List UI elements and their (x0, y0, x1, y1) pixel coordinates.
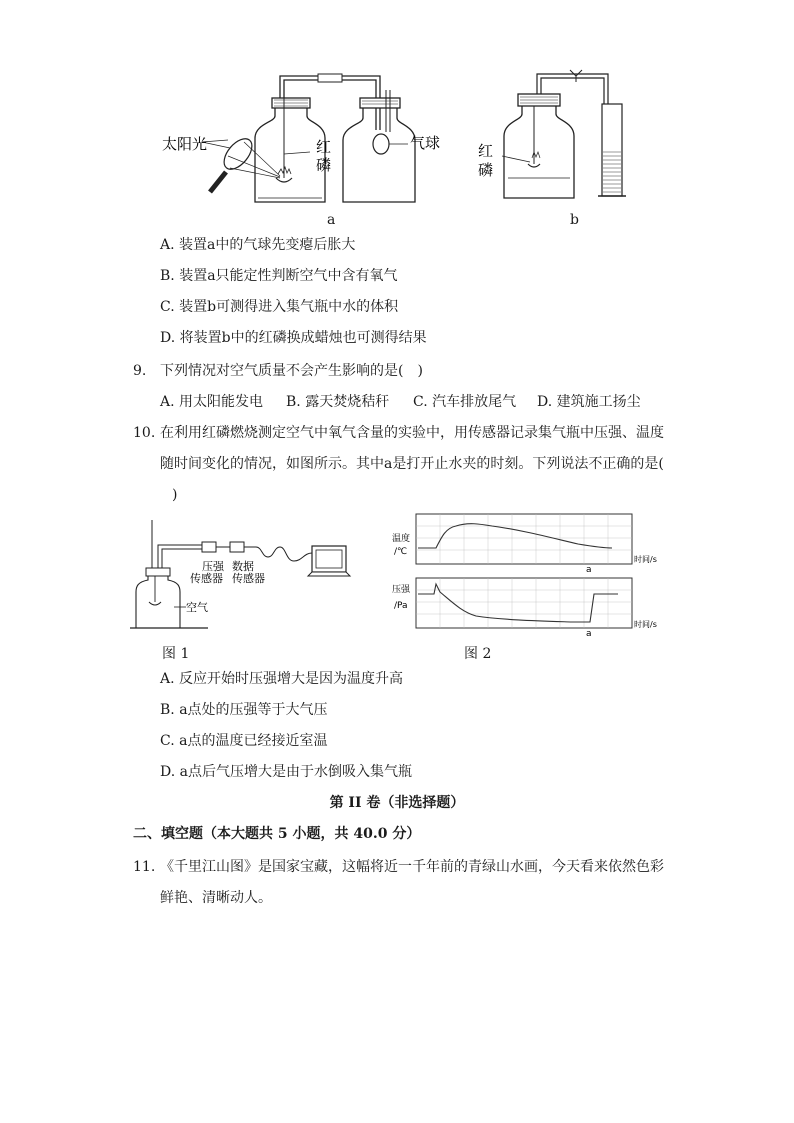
q10-option-d: D. a点后气压增大是由于水倒吸入集气瓶 (160, 764, 412, 780)
q9-stem: 下列情况对空气质量不会产生影响的是( ) (160, 363, 423, 379)
q10-figure-2 (392, 508, 672, 642)
phosphorus-label-b2: 磷 (478, 161, 494, 179)
figure-a (150, 70, 460, 230)
q9-number: 9. (133, 363, 147, 379)
figure-a-caption: a (327, 212, 336, 228)
q11-line2: 鲜艳、清晰动人。 (160, 890, 272, 906)
temp-axis-label-1: 温度 (392, 534, 411, 544)
figure-b (472, 60, 632, 210)
phosphorus-label-a2: 磷 (316, 156, 332, 174)
q9-option-d: D. 建筑施工扬尘 (537, 394, 641, 410)
q9-option-c: C. 汽车排放尾气 (413, 394, 517, 410)
temp-axis-label-2: /℃ (394, 547, 408, 557)
q10-figure-1 (130, 518, 360, 634)
q8-option-b: B. 装置a只能定性判断空气中含有氧气 (160, 268, 398, 284)
q10-number: 10. (133, 425, 156, 441)
data-sensor-label-1: 数据 (232, 560, 254, 573)
data-sensor-label-2: 传感器 (232, 572, 265, 585)
q9-option-b: B. 露天焚烧秸秆 (286, 394, 390, 410)
q10-option-b: B. a点处的压强等于大气压 (160, 702, 328, 718)
q10-figure-2-caption: 图 2 (464, 646, 492, 662)
q10-figure-1-caption: 图 1 (162, 646, 190, 662)
q11-number: 11. (133, 859, 156, 875)
q11-line1: 《千里江山图》是国家宝藏，这幅将近一千年前的青绿山水画，今天看来依然色彩 (160, 859, 664, 875)
q8-option-a: A. 装置a中的气球先变瘪后胀大 (160, 237, 356, 253)
phosphorus-label-a1: 红 (316, 138, 332, 156)
pressure-sensor-label-2: 传感器 (190, 572, 223, 585)
q8-option-d: D. 将装置b中的红磷换成蜡烛也可测得结果 (160, 330, 427, 346)
air-label: 空气 (186, 601, 208, 614)
a-marker-pressure: a (586, 629, 592, 639)
q10-option-a: A. 反应开始时压强增大是因为温度升高 (160, 671, 404, 687)
q10-stem-line2: 随时间变化的情况，如图所示。其中a是打开止水夹的时刻。下列说法不正确的是( (160, 456, 664, 472)
figure-b-caption: b (570, 212, 579, 228)
q10-stem-line1: 在利用红磷燃烧测定空气中氧气含量的实验中，用传感器记录集气瓶中压强、温度 (160, 425, 664, 441)
time-axis-label-2: 时间/s (634, 620, 657, 629)
pressure-axis-label-1: 压强 (392, 585, 411, 595)
part-2-title: 第 II 卷（非选择题） (329, 795, 465, 811)
section-2-title: 二、填空题（本大题共 5 小题，共 40.0 分） (133, 826, 421, 842)
phosphorus-label-b1: 红 (478, 142, 494, 160)
q10-stem-line3: ) (172, 487, 178, 503)
q9-option-a: A. 用太阳能发电 (160, 394, 264, 410)
balloon-label: 气球 (410, 134, 441, 152)
sun-label: 太阳光 (162, 135, 208, 153)
q8-option-c: C. 装置b可测得进入集气瓶中水的体积 (160, 299, 399, 315)
time-axis-label-1: 时间/s (634, 555, 657, 564)
pressure-axis-label-2: /Pa (394, 601, 408, 611)
pressure-sensor-label-1: 压强 (202, 560, 224, 573)
a-marker-temp: a (586, 565, 592, 575)
q10-option-c: C. a点的温度已经接近室温 (160, 733, 328, 749)
